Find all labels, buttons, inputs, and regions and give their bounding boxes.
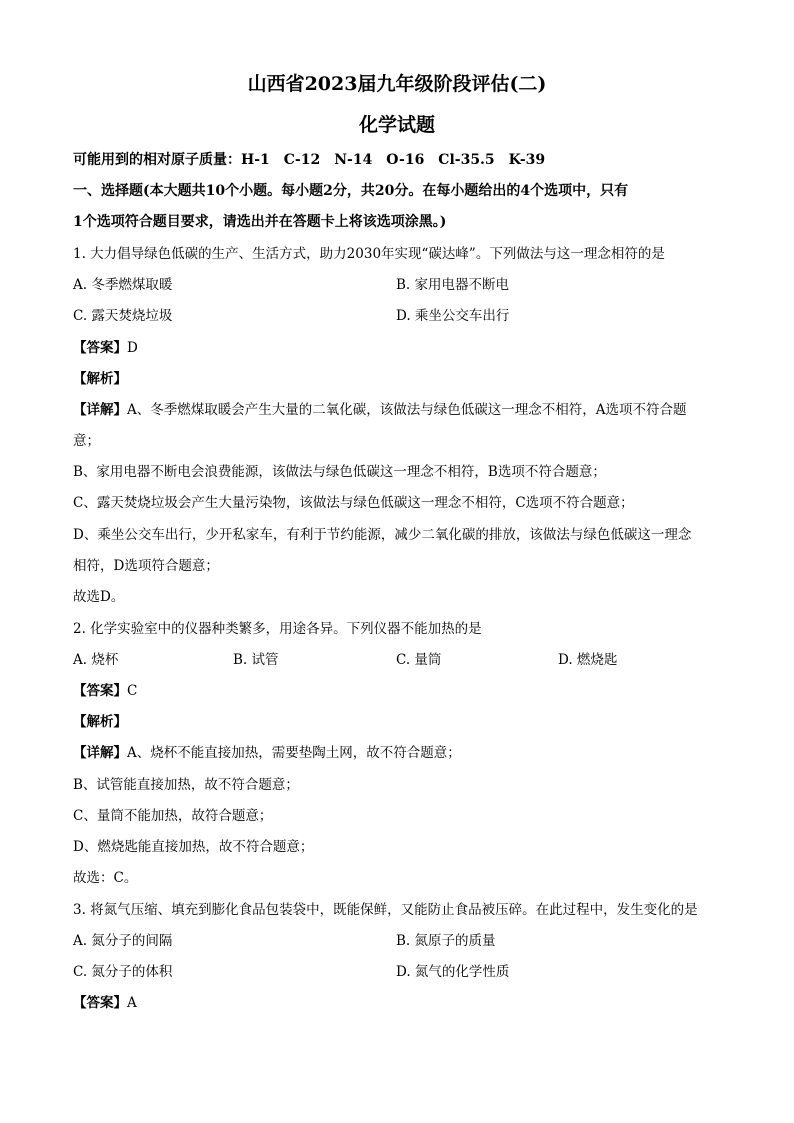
q2-option-d: D. 燃烧匙 <box>558 652 618 668</box>
q2-analysis-tag: 【解析】 <box>73 714 127 730</box>
q1-detail-tag: 【详解】 <box>73 402 127 418</box>
q2-stem: 2. 化学实验室中的仪器种类繁多，用途各异。下列仪器不能加热的是 <box>73 621 482 637</box>
q3-answer-value: A <box>127 995 137 1011</box>
q1-detail-a1-text: A、冬季燃煤取暖会产生大量的二氧化碳，该做法与绿色低碳这一理念不相符，A选项不符合题 <box>127 402 687 418</box>
q1-detail-c: C、露天焚烧垃圾会产生大量污染物，该做法与绿色低碳这一理念不相符，C选项不符合题意； <box>73 495 634 511</box>
section-heading-line2: 1个选项符合题目要求，请选出并在答题卡上将该选项涂黑。) <box>73 214 447 230</box>
q3-stem: 3. 将氮气压缩、填充到膨化食品包装袋中，既能保鲜，又能防止食品被压碎。在此过程中，发生变化的是 <box>73 902 698 918</box>
q1-detail-a2: 意； <box>73 433 100 449</box>
q1-option-b: B. 家用电器不断电 <box>396 277 510 293</box>
q1-stem: 1. 大力倡导绿色低碳的生产、生活方式，助力2030年实现“碳达峰”。下列做法与这一理念相符的是 <box>73 246 665 262</box>
q2-detail-a-text: A、烧杯不能直接加热，需要垫陶土网，故不符合题意； <box>127 745 461 761</box>
page-title: 山西省2023届九年级阶段评估(二) <box>247 73 547 95</box>
q2-answer <box>73 682 137 700</box>
q1-option-c: C. 露天焚烧垃圾 <box>73 308 173 324</box>
q2-option-a: A. 烧杯 <box>73 652 119 668</box>
q1-detail-d1: D、乘坐公交车出行，少开私家车，有利于节约能源，减少二氧化碳的排放，该做法与绿色低碳这一理念 <box>73 527 692 543</box>
q2-option-c: C. 量筒 <box>396 652 442 668</box>
q1-answer-tag: 【答案】 <box>73 340 127 356</box>
q3-answer <box>73 994 137 1012</box>
q3-option-a: A. 氮分子的间隔 <box>73 933 173 949</box>
q2-detail-d: D、燃烧匙能直接加热，故不符合题意； <box>73 839 314 855</box>
q3-option-b: B. 氮原子的质量 <box>396 933 496 949</box>
q2-detail-c: C、量筒不能加热，故符合题意； <box>73 808 273 824</box>
atomic-masses: 可能用到的相对原子质量：H-1 C-12 N-14 O-16 Cl-35.5 K-39 <box>73 152 546 168</box>
q1-conclusion: 故选D。 <box>73 589 125 605</box>
q1-detail-d2: 相符，D选项符合题意； <box>73 558 219 574</box>
q1-option-a: A. 冬季燃煤取暖 <box>73 277 173 293</box>
q2-detail-a <box>73 744 461 762</box>
section-heading-line1: 一、选择题(本大题共10个小题。每小题2分，共20分。在每小题给出的4个选项中，只有 <box>73 183 629 199</box>
q3-option-c: C. 氮分子的体积 <box>73 964 173 980</box>
q1-option-d: D. 乘坐公交车出行 <box>396 308 510 324</box>
q2-answer-value: C <box>127 683 138 699</box>
q2-answer-tag: 【答案】 <box>73 683 127 699</box>
q3-answer-tag: 【答案】 <box>73 995 127 1011</box>
page-subtitle: 化学试题 <box>358 114 435 136</box>
q1-answer-value: D <box>127 340 138 356</box>
q1-analysis-tag: 【解析】 <box>73 371 127 387</box>
q2-detail-tag: 【详解】 <box>73 745 127 761</box>
q1-detail-b: B、家用电器不断电会浪费能源，该做法与绿色低碳这一理念不相符，B选项不符合题意； <box>73 464 606 480</box>
q3-option-d: D. 氮气的化学性质 <box>396 964 510 980</box>
q1-detail-a1 <box>73 401 687 419</box>
q1-answer <box>73 339 138 357</box>
q2-conclusion: 故选：C。 <box>73 870 138 886</box>
q2-detail-b: B、试管能直接加热，故不符合题意； <box>73 777 299 793</box>
q2-option-b: B. 试管 <box>233 652 279 668</box>
